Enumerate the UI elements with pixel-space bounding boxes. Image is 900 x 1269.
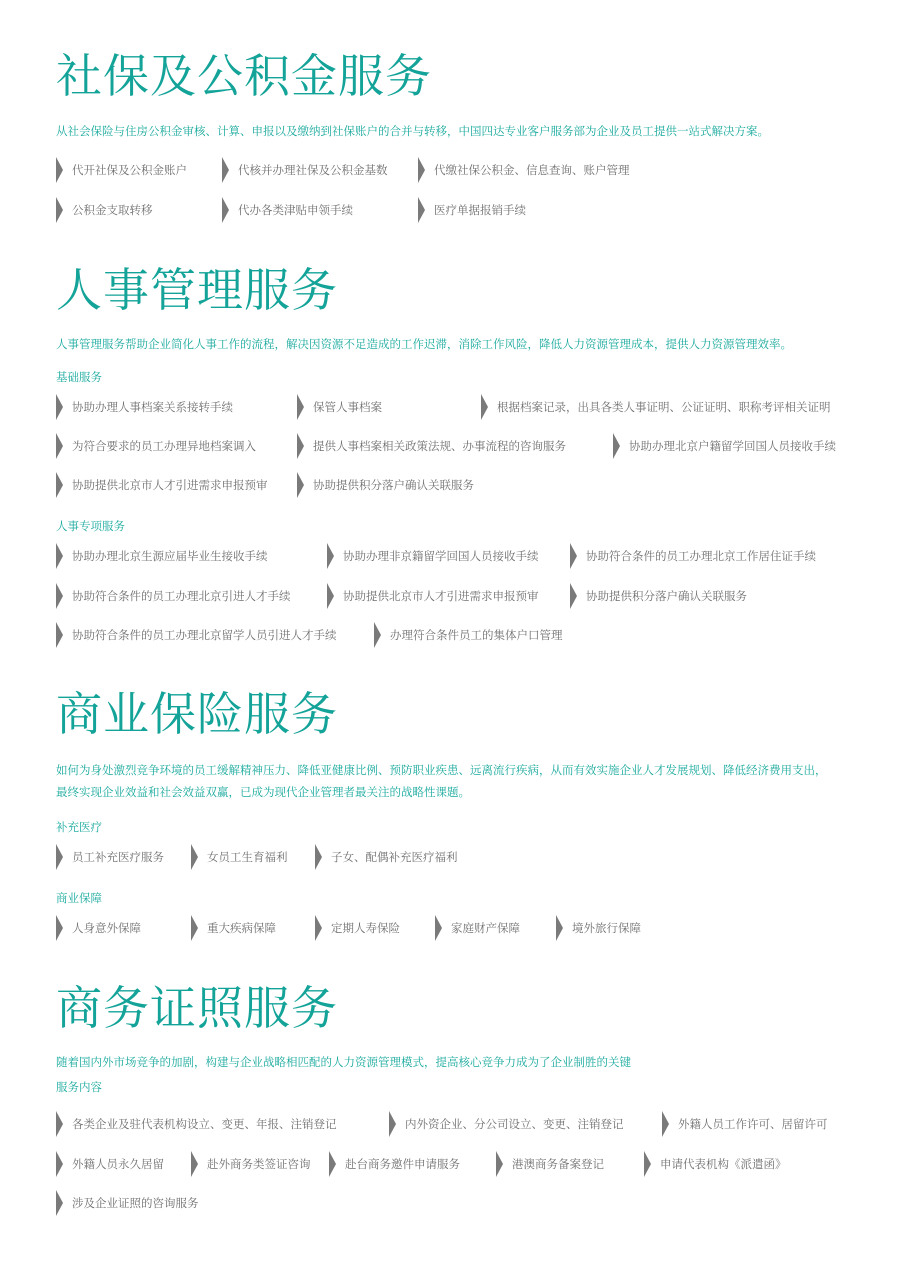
arrow-marker-icon <box>222 157 229 183</box>
list-item <box>570 583 747 609</box>
arrow-marker-icon <box>297 472 304 498</box>
list-item-label: 子女、配偶补充医疗福利 <box>331 850 458 864</box>
list-item-label: 协助办理北京生源应届毕业生接收手续 <box>72 549 268 563</box>
arrow-marker-icon <box>329 1151 336 1177</box>
arrow-marker-icon <box>297 433 304 459</box>
section-intro-hr-management: 人事管理服务帮助企业简化人事工作的流程，解决因资源不足造成的工作迟滞，消除工作风险，降低人力资源管理成本，提供人力资源管理效率。 <box>56 337 792 351</box>
arrow-marker-icon <box>374 622 381 648</box>
list-item-label: 代缴社保公积金、信息查询、账户管理 <box>434 163 630 177</box>
list-item <box>56 915 141 941</box>
list-item <box>56 543 268 569</box>
list-item-label: 内外资企业、分公司设立、变更、注销登记 <box>405 1117 624 1131</box>
section-intro-business-license: 随着国内外市场竞争的加剧，构建与企业战略相匹配的人力资源管理模式，提高核心竞争力成为了企业制胜的关键 <box>56 1055 631 1069</box>
list-item <box>570 543 816 569</box>
list-item <box>56 472 268 498</box>
arrow-marker-icon <box>613 433 620 459</box>
arrow-marker-icon <box>297 394 304 420</box>
arrow-marker-icon <box>644 1151 651 1177</box>
list-item-label: 港澳商务备案登记 <box>512 1157 604 1171</box>
section-title-commercial-insurance: 商业保险服务 <box>56 687 338 741</box>
arrow-marker-icon <box>556 915 563 941</box>
arrow-marker-icon <box>56 1111 63 1137</box>
arrow-marker-icon <box>435 915 442 941</box>
list-item <box>56 583 291 609</box>
arrow-marker-icon <box>662 1111 669 1137</box>
list-item <box>191 844 288 870</box>
list-item-label: 协助办理人事档案关系接转手续 <box>72 400 233 414</box>
list-item-label: 公积金支取转移 <box>72 203 153 217</box>
list-item-label: 申请代表机构《派遣函》 <box>660 1157 787 1171</box>
list-item-label: 赴台商务邀件申请服务 <box>345 1157 460 1171</box>
arrow-marker-icon <box>56 472 63 498</box>
list-item-label: 协助办理非京籍留学回国人员接收手续 <box>343 549 539 563</box>
list-item <box>56 394 233 420</box>
list-item-label: 协助提供积分落户确认关联服务 <box>586 589 747 603</box>
arrow-marker-icon <box>389 1111 396 1137</box>
list-item-label: 为符合要求的员工办理异地档案调入 <box>72 439 256 453</box>
list-item-label: 协助提供北京市人才引进需求申报预审 <box>72 478 268 492</box>
list-item <box>297 394 382 420</box>
arrow-marker-icon <box>191 1151 198 1177</box>
arrow-marker-icon <box>191 915 198 941</box>
list-item <box>56 1151 164 1177</box>
arrow-marker-icon <box>56 433 63 459</box>
list-item <box>556 915 641 941</box>
list-item <box>56 157 187 183</box>
subheading-service-content: 服务内容 <box>56 1080 102 1094</box>
arrow-marker-icon <box>570 583 577 609</box>
list-item-label: 赴外商务类签证咨询 <box>207 1157 311 1171</box>
list-item-label: 协助提供积分落户确认关联服务 <box>313 478 474 492</box>
list-item <box>374 622 563 648</box>
list-item-label: 人身意外保障 <box>72 921 141 935</box>
list-item <box>389 1111 624 1137</box>
list-item-label: 医疗单据报销手续 <box>434 203 526 217</box>
arrow-marker-icon <box>56 583 63 609</box>
list-item <box>56 1190 199 1216</box>
section-intro-social-insurance: 从社会保险与住房公积金审核、计算、申报以及缴纳到社保账户的合并与转移，中国四达专业客户服务部为企业及员工提供一站式解决方案。 <box>56 124 769 138</box>
subheading-basic-services: 基础服务 <box>56 370 102 384</box>
subheading-supplementary-medical: 补充医疗 <box>56 820 102 834</box>
list-item-label: 提供人事档案相关政策法规、办事流程的咨询服务 <box>313 439 566 453</box>
arrow-marker-icon <box>56 844 63 870</box>
arrow-marker-icon <box>56 915 63 941</box>
arrow-marker-icon <box>570 543 577 569</box>
list-item-label: 协助提供北京市人才引进需求申报预审 <box>343 589 539 603</box>
arrow-marker-icon <box>56 157 63 183</box>
section-title-social-insurance: 社保及公积金服务 <box>56 49 432 103</box>
list-item-label: 外籍人员工作许可、居留许可 <box>678 1117 828 1131</box>
list-item <box>222 197 353 223</box>
list-item <box>418 197 526 223</box>
list-item <box>297 472 474 498</box>
list-item <box>435 915 520 941</box>
arrow-marker-icon <box>56 622 63 648</box>
arrow-marker-icon <box>481 394 488 420</box>
arrow-marker-icon <box>56 197 63 223</box>
section-intro-commercial-insurance: 如何为身处激烈竞争环境的员工缓解精神压力、降低亚健康比例、预防职业疾患、远离流行疾病，从而有效实施企业人才发展规划、降低经济费用支出，最终实现企业效益和社会效益双赢，已成为现代企业管理者最关注的战略性课题。 <box>56 763 827 799</box>
list-item <box>644 1151 787 1177</box>
list-item-label: 根据档案记录，出具各类人事证明、公证证明、职称考评相关证明 <box>497 400 831 414</box>
list-item-label: 协助符合条件的员工办理北京工作居住证手续 <box>586 549 816 563</box>
arrow-marker-icon <box>56 1151 63 1177</box>
arrow-marker-icon <box>56 394 63 420</box>
list-item-label: 代办各类津贴申领手续 <box>238 203 353 217</box>
list-item <box>191 1151 311 1177</box>
list-item-label: 外籍人员永久居留 <box>72 1157 164 1171</box>
list-item <box>315 844 458 870</box>
arrow-marker-icon <box>327 583 334 609</box>
list-item-label: 重大疾病保障 <box>207 921 276 935</box>
list-item <box>56 1111 337 1137</box>
list-item <box>327 543 539 569</box>
list-item-label: 协助符合条件的员工办理北京留学人员引进人才手续 <box>72 628 337 642</box>
arrow-marker-icon <box>191 844 198 870</box>
list-item <box>613 433 836 459</box>
list-item-label: 办理符合条件员工的集体户口管理 <box>390 628 563 642</box>
list-item <box>481 394 831 420</box>
list-item-label: 代核并办理社保及公积金基数 <box>238 163 388 177</box>
list-item-label: 保管人事档案 <box>313 400 382 414</box>
list-item <box>496 1151 604 1177</box>
list-item <box>315 915 400 941</box>
list-item <box>56 433 256 459</box>
list-item <box>56 197 153 223</box>
arrow-marker-icon <box>418 157 425 183</box>
arrow-marker-icon <box>496 1151 503 1177</box>
list-item <box>56 844 164 870</box>
list-item <box>327 583 539 609</box>
arrow-marker-icon <box>315 915 322 941</box>
arrow-marker-icon <box>315 844 322 870</box>
list-item-label: 协助办理北京户籍留学回国人员接收手续 <box>629 439 836 453</box>
arrow-marker-icon <box>327 543 334 569</box>
arrow-marker-icon <box>222 197 229 223</box>
list-item <box>222 157 388 183</box>
arrow-marker-icon <box>56 543 63 569</box>
list-item-label: 定期人寿保险 <box>331 921 400 935</box>
subheading-commercial-coverage: 商业保障 <box>56 891 102 905</box>
list-item-label: 协助符合条件的员工办理北京引进人才手续 <box>72 589 291 603</box>
list-item-label: 员工补充医疗服务 <box>72 850 164 864</box>
arrow-marker-icon <box>418 197 425 223</box>
list-item-label: 境外旅行保障 <box>572 921 641 935</box>
section-title-business-license: 商务证照服务 <box>56 981 338 1035</box>
list-item-label: 各类企业及驻代表机构设立、变更、年报、注销登记 <box>72 1117 337 1131</box>
list-item <box>297 433 566 459</box>
list-item <box>191 915 276 941</box>
list-item-label: 女员工生育福利 <box>207 850 288 864</box>
list-item-label: 家庭财产保障 <box>451 921 520 935</box>
subheading-special-services: 人事专项服务 <box>56 519 125 533</box>
arrow-marker-icon <box>56 1190 63 1216</box>
list-item-label: 涉及企业证照的咨询服务 <box>72 1196 199 1210</box>
list-item <box>56 622 337 648</box>
list-item <box>329 1151 460 1177</box>
list-item-label: 代开社保及公积金账户 <box>72 163 187 177</box>
list-item <box>662 1111 828 1137</box>
list-item <box>418 157 630 183</box>
section-title-hr-management: 人事管理服务 <box>56 263 338 317</box>
